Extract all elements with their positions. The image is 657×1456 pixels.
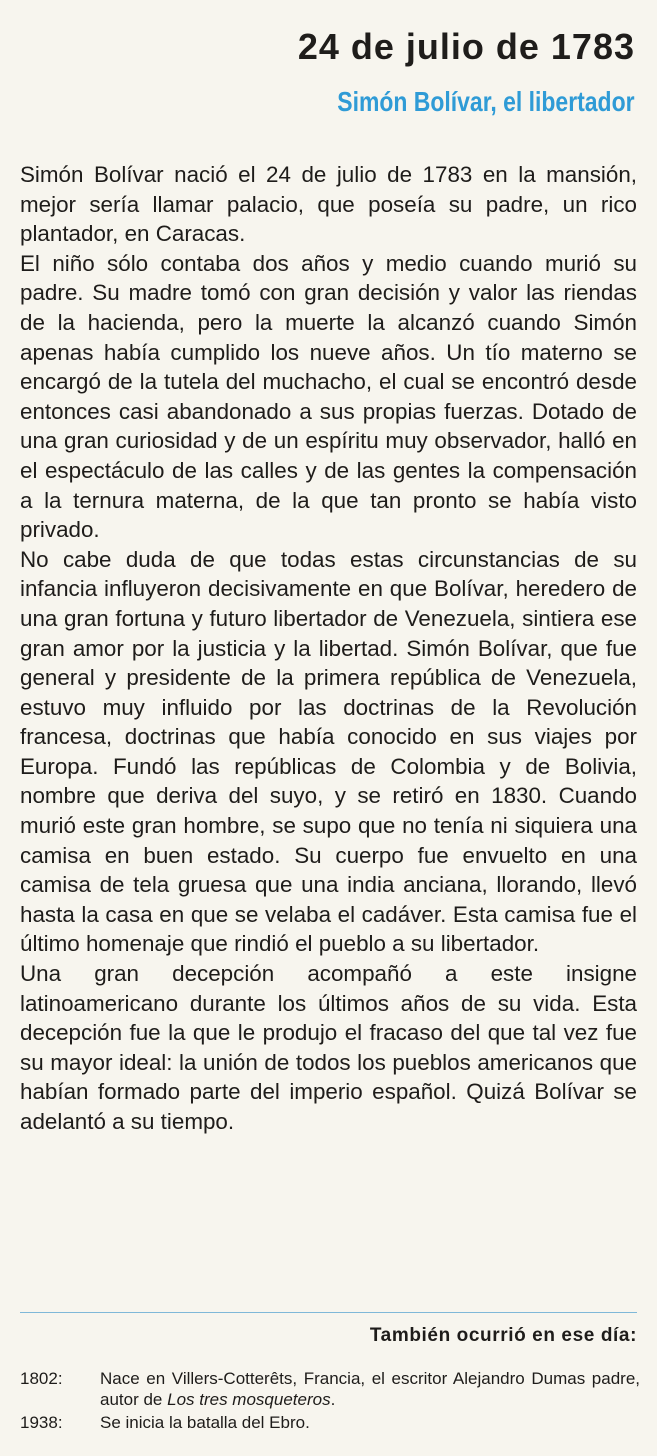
page-title: 24 de julio de 1783 xyxy=(297,26,635,67)
event-book-title: Los tres mosqueteros xyxy=(167,1390,331,1409)
event-text: Se inicia la batalla del Ebro. xyxy=(100,1413,310,1432)
also-occurred-heading: También ocurrió en ese día: xyxy=(369,1325,637,1346)
article-paragraph: No cabe duda de que todas estas circunstancias de su infancia influyeron decisivamente en que Bolívar, heredero de una gran fortuna y futuro libertador de Venezuela, sintiera ese gran amor por la justicia y la libertad. Simón Bolívar, que fue general y presidente de la primera república de Venezuela, estuvo muy influido por las doctrinas de la Revolución francesa, doctrinas que había conocido en sus viajes por Europa. Fundó las repúblicas de Colombia y de Bolivia, nombre que deriva del suyo, y se retiró en 1830. Cuando murió este gran hombre, se supo que no tenía ni siquiera una camisa en buen estado. Su cuerpo fue envuelto en una camisa de tela gruesa que una india anciana, llorando, llevó hasta la casa en que se velaba el cadáver. Esta camisa fue el último homenaje que rindió el pueblo a su libertador. xyxy=(20,546,637,957)
article-paragraph: Una gran decepción acompañó a este insigne latinoamericano durante los últimos años de su vida. Esta decepción fue la que le produjo el fracaso del que tal vez fue su mayor ideal: la unión de todos los pueblos americanos que habían formado parte del imperio español. Quizá Bolívar se adelantó a su tiempo. xyxy=(20,961,637,1134)
event-year: 1938: xyxy=(20,1413,63,1432)
article-body xyxy=(20,160,637,1137)
event-description xyxy=(100,1368,640,1410)
section-divider xyxy=(20,1312,637,1313)
event-item xyxy=(20,1368,640,1410)
event-description xyxy=(100,1412,640,1433)
article-paragraph: El niño sólo contaba dos años y medio cuando murió su padre. Su madre tomó con gran decisión y valor las riendas de la hacienda, pero la muerte la alcanzó cuando Simón apenas había cumplido los nueve años. Un tío materno se encargó de la tutela del muchacho, el cual se encontró desde entonces casi abandonado a sus propias fuerzas. Dotado de una gran curiosidad y de un espíritu muy observador, halló en el espectáculo de las calles y de las gentes la compensación a la ternura materna, de la que tan pronto se había visto privado. xyxy=(20,250,637,543)
event-text: Nace en Villers-Cotterêts, Francia, el escritor Alejandro Dumas padre, autor de xyxy=(100,1369,640,1409)
article-paragraph: Simón Bolívar nació el 24 de julio de 1783 en la mansión, mejor sería llamar palacio, que poseía su padre, un rico plantador, en Caracas. xyxy=(20,162,637,247)
event-suffix: . xyxy=(330,1390,336,1409)
page-subtitle: Simón Bolívar, el libertador xyxy=(337,86,635,117)
events-list xyxy=(20,1368,640,1435)
event-item xyxy=(20,1412,640,1433)
event-year: 1802: xyxy=(20,1369,63,1388)
